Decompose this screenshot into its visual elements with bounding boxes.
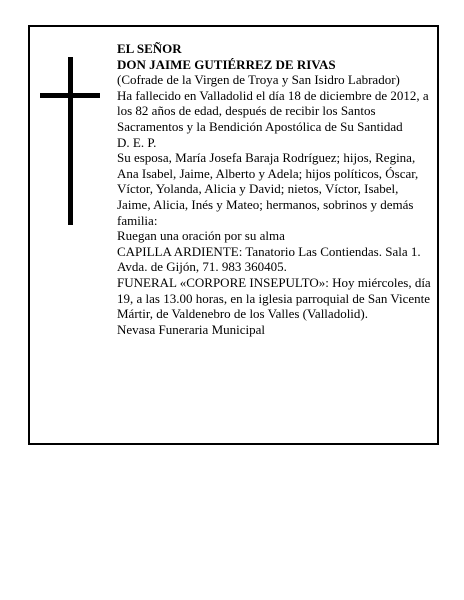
chapel-paragraph: [117, 244, 433, 275]
cross-horizontal-bar: [40, 93, 100, 98]
title-line: EL SEÑOR: [117, 41, 182, 56]
obituary-text: [117, 41, 433, 337]
affiliation: (Cofrade de la Virgen de Troya y San Isidro Labrador): [117, 72, 400, 88]
family-list: Su esposa, María Josefa Baraja Rodríguez; hijos, Regina, Ana Isabel, Jaime, Alberto y Adela; hijos políticos, Óscar, Víctor, Yolanda, Alicia y David; nietos, Víctor, Isabel, Jaime, Alicia, Inés y Mateo; hermanos, sobrinos y demás familia:: [117, 150, 419, 228]
obituary-notice: [28, 25, 439, 445]
chapel-heading: CAPILLA ARDIENTE:: [117, 243, 243, 259]
cross-icon: [40, 57, 100, 225]
prayer-request: Ruegan una oración por su alma: [117, 228, 285, 244]
cross-vertical-bar: [68, 57, 73, 225]
chapel-details: Tanatorio Las Contiendas. Sala 1. Avda. de Gijón, 71. 983 360405.: [117, 243, 421, 275]
deceased-name: DON JAIME GUTIÉRREZ DE RIVAS: [117, 56, 336, 72]
death-announcement: Ha fallecido en Valladolid el día 18 de diciembre de 2012, a los 82 años de edad, después de recibir los Santos Sacramentos y la Bendición Apostólica de Su Santidad: [117, 87, 429, 134]
funeral-paragraph: [117, 275, 433, 322]
funeral-home: Nevasa Funeraria Municipal: [117, 321, 266, 337]
rip-line: D. E. P.: [117, 134, 157, 150]
funeral-details: Hoy miércoles, día 19, a las 13.00 horas, en la iglesia parroquial de San Vicente Mártir, de Valdenebro de los Valles (Valladolid).: [117, 274, 431, 322]
funeral-heading: FUNERAL «CORPORE INSEPULTO»:: [117, 274, 329, 290]
